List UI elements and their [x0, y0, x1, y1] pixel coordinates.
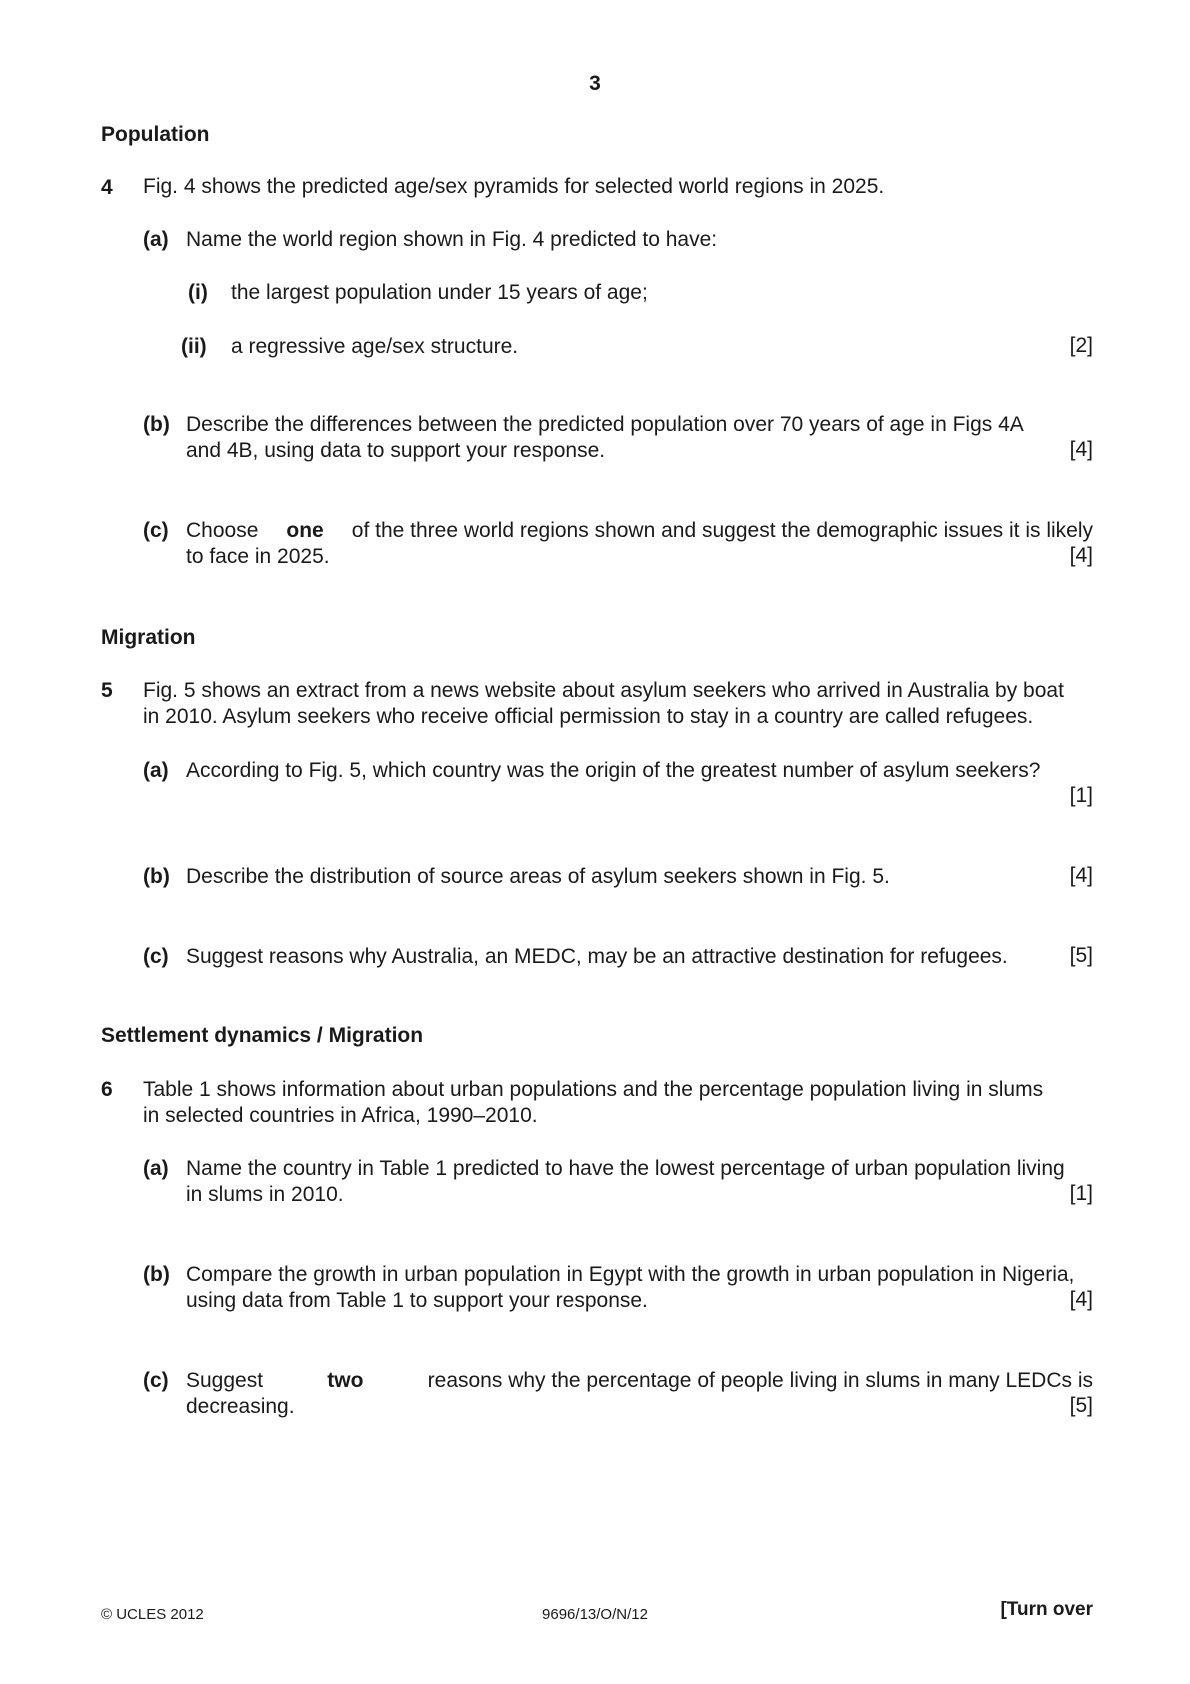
question-6c-line1 [186, 1368, 1093, 1394]
question-5a-text: According to Fig. 5, which country was the origin of the greatest number of asylum seekers? [186, 759, 1041, 782]
question-6b-mark: [4] [1069, 1288, 1093, 1311]
question-4b-line1: Describe the differences between the predicted population over 70 years of age in Figs 4A [186, 413, 1024, 436]
question-6c-line1-bold: two [327, 1369, 364, 1392]
question-4b-mark: [4] [1069, 438, 1093, 461]
question-6c-mark: [5] [1069, 1394, 1093, 1417]
question-6b-line1: Compare the growth in urban population in Egypt with the growth in urban population in Nigeria, [186, 1263, 1075, 1286]
question-6a-mark: [1] [1069, 1182, 1093, 1205]
question-5c-label: (c) [143, 945, 169, 968]
question-4a-i-label: (i) [188, 281, 208, 304]
section-heading-population: Population [101, 123, 210, 146]
page-number: 3 [589, 72, 601, 95]
question-4c-line2: to face in 2025. [186, 545, 330, 568]
question-6c-label: (c) [143, 1369, 169, 1392]
question-4a-ii-label: (ii) [181, 335, 207, 358]
section-heading-migration: Migration [101, 626, 196, 649]
question-6b-line2: using data from Table 1 to support your response. [186, 1289, 648, 1312]
question-4c-mark: [4] [1069, 544, 1093, 567]
question-6a-label: (a) [143, 1157, 169, 1180]
question-6a-line1: Name the country in Table 1 predicted to have the lowest percentage of urban population living [186, 1157, 1065, 1180]
question-5a-label: (a) [143, 759, 169, 782]
question-4-stem: Fig. 4 shows the predicted age/sex pyramids for selected world regions in 2025. [143, 175, 885, 198]
question-5c-text: Suggest reasons why Australia, an MEDC, may be an attractive destination for refugees. [186, 945, 1008, 968]
question-4a-i-text: the largest population under 15 years of age; [231, 281, 648, 304]
question-6c-line2: decreasing. [186, 1395, 295, 1418]
footer-turn-over: [Turn over [1000, 1599, 1093, 1620]
question-4a-mark: [2] [1069, 334, 1093, 357]
question-5-number: 5 [101, 679, 113, 702]
question-6c-line1-post: reasons why the percentage of people living in slums in many LEDCs is [427, 1369, 1093, 1392]
question-5c-mark: [5] [1069, 944, 1093, 967]
question-6a-line2: in slums in 2010. [186, 1183, 344, 1206]
question-5b-mark: [4] [1069, 864, 1093, 887]
question-4a-label: (a) [143, 228, 169, 251]
question-4b-line2: and 4B, using data to support your response. [186, 439, 606, 462]
question-4b-label: (b) [143, 413, 170, 436]
question-4a-ii-text: a regressive age/sex structure. [231, 335, 519, 358]
question-4-number: 4 [101, 176, 113, 199]
question-5-stem-line1: Fig. 5 shows an extract from a news website about asylum seekers who arrived in Australia by boat [143, 679, 1064, 702]
section-heading-settlement: Settlement dynamics / Migration [101, 1024, 424, 1047]
question-5b-label: (b) [143, 865, 170, 888]
question-6c-line1-pre: Suggest [186, 1369, 264, 1392]
question-4a-text: Name the world region shown in Fig. 4 predicted to have: [186, 228, 718, 251]
question-4c-line1 [186, 518, 1093, 544]
question-4c-label: (c) [143, 519, 169, 542]
question-4c-line1-bold: one [286, 519, 324, 542]
footer-copyright: © UCLES 2012 [101, 1606, 204, 1623]
question-4c-line1-post: of the three world regions shown and suggest the demographic issues it is likely [351, 519, 1093, 542]
question-5b-text: Describe the distribution of source areas of asylum seekers shown in Fig. 5. [186, 865, 890, 888]
question-6b-label: (b) [143, 1263, 170, 1286]
question-4c-line1-pre: Choose [186, 519, 259, 542]
question-6-stem-line1: Table 1 shows information about urban populations and the percentage population living in slums [143, 1078, 1044, 1101]
question-5a-mark: [1] [1069, 784, 1093, 807]
footer-paper-code: 9696/13/O/N/12 [542, 1606, 648, 1623]
question-6-number: 6 [101, 1078, 113, 1101]
question-6-stem-line2: in selected countries in Africa, 1990–2010. [143, 1104, 538, 1127]
question-5-stem-line2: in 2010. Asylum seekers who receive official permission to stay in a country are called refugees. [143, 705, 1034, 728]
